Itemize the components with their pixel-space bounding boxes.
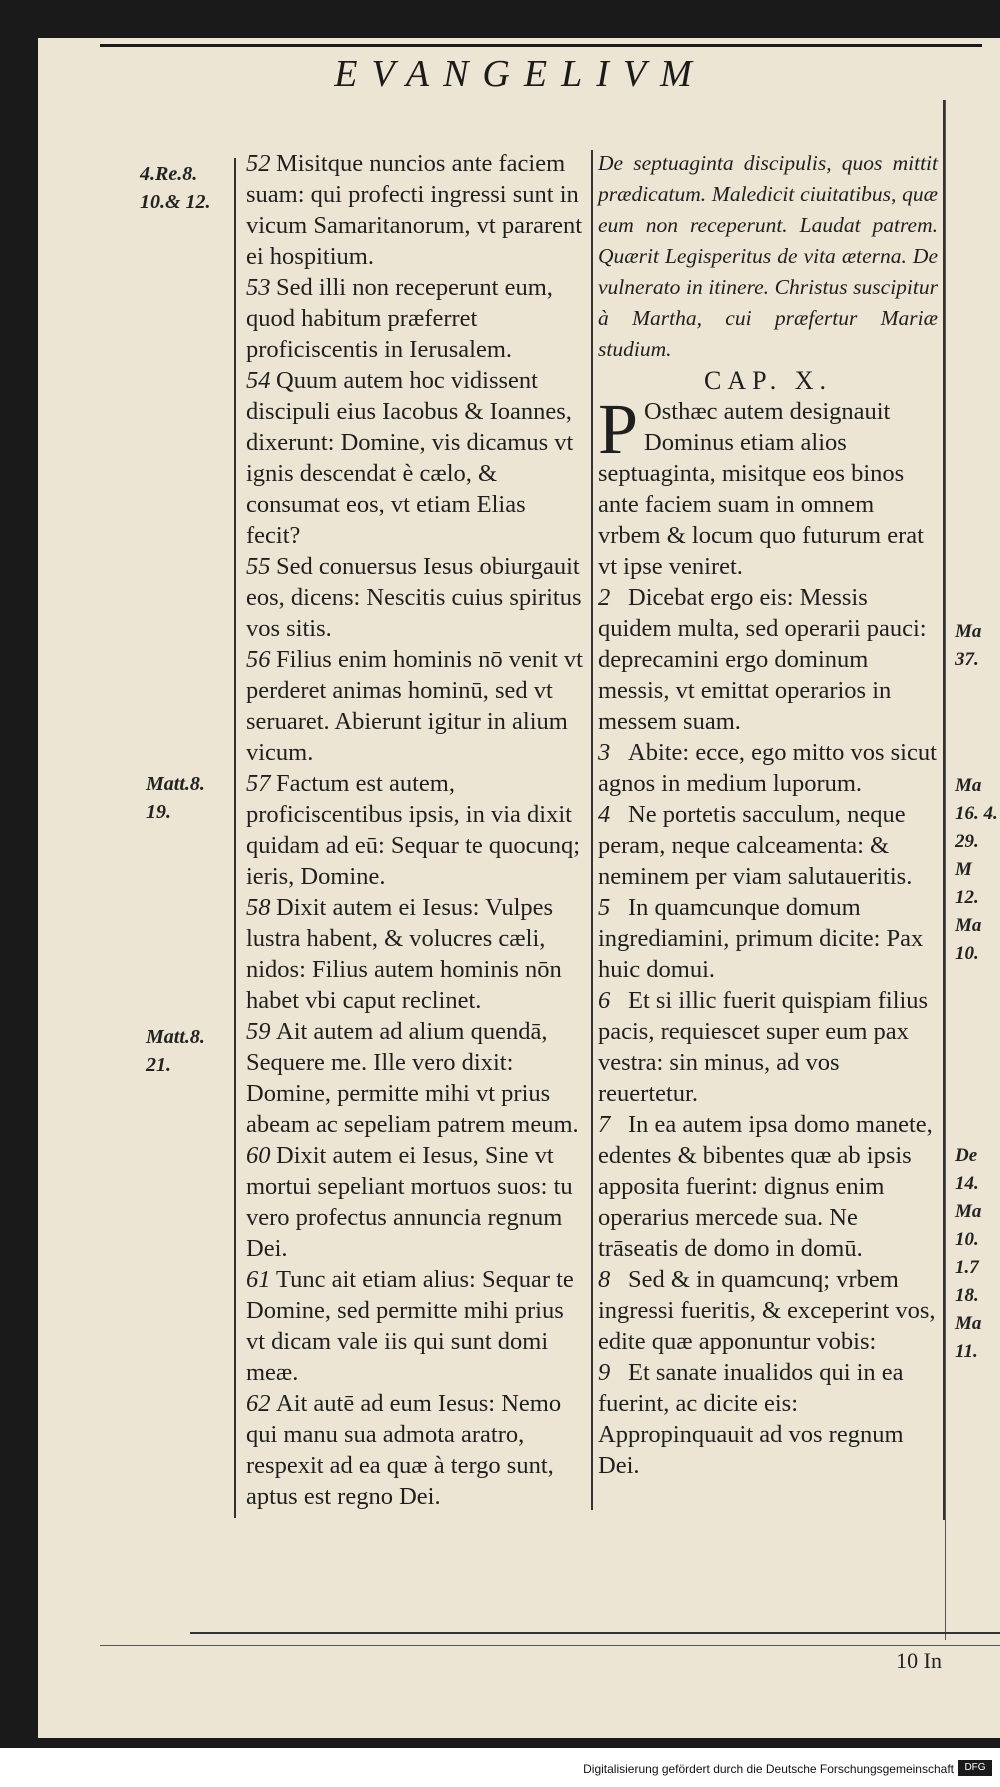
verse-54: 54 Quum autem hoc vidissent discipuli eius Iacobus & Ioannes, dixerunt: Domine, vis dicamus vt ignis descendat è cælo, & consumat eos, vt etiam Elias fecit? — [246, 367, 574, 549]
column-rule-left — [234, 158, 236, 1518]
column-rule-center — [591, 150, 593, 1510]
verse-6: 6 Et si illic fuerit quispiam filius pacis, requiescet super eum pax vestra: sin minus, ad vos reuertetur. — [598, 987, 929, 1107]
margin-note-3: Matt.8. 21. — [146, 1026, 205, 1076]
header-rule — [100, 44, 982, 47]
chapter-heading: CAP. X. — [704, 366, 832, 395]
digitization-credit: Digitalisierung gefördert durch die Deutsche Forschungsgemeinschaft — [583, 1762, 954, 1776]
margin-note-right-2: Ma 16. 4. 29. M 12. Ma 10. — [955, 775, 998, 964]
verse-2: 2 Dicebat ergo eis: Messis quidem multa, sed operarii pauci: deprecamini ergo dominum messis, vt emittat operarios in messem suam. — [598, 584, 927, 735]
verse-55: 55 Sed conuersus Iesus obiurgauit eos, dicens: Nescitis cuius spiritus vos sitis. — [246, 553, 582, 642]
footer-rule-thin — [100, 1645, 1000, 1646]
page-edge-rule — [945, 100, 946, 1640]
footer-rule — [190, 1632, 1000, 1634]
verse-60: 60 Dixit autem ei Iesus, Sine vt mortui sepeliant mortuos suos: tu vero profectus annuncia regnum Dei. — [246, 1142, 573, 1262]
margin-note-2: Matt.8. 19. — [146, 773, 205, 823]
dfg-logo: DFG — [958, 1760, 992, 1776]
verse-58: 58 Dixit autem ei Iesus: Vulpes lustra habent, & volucres cæli, nidos: Filius autem hominis nōn habet vbi caput reclinet. — [246, 894, 562, 1014]
margin-note-1: 4.Re.8. 10.& 12. — [140, 163, 211, 213]
running-title: EVANGELIVM — [334, 53, 706, 95]
margin-note-right-3: De 14. Ma 10. 1.7 18. Ma 11. — [955, 1145, 982, 1362]
verse-62: 62 Ait autē ad eum Iesus: Nemo qui manu sua admota aratro, respexit ad ea quæ à tergo sunt, aptus est regno Dei. — [246, 1390, 562, 1510]
catchword: 10 In — [896, 1648, 942, 1673]
verse-59: 59 Ait autem ad alium quendā, Sequere me. Ille vero dixit: Domine, permitte mihi vt prius abeam ac sepeliam patrem meum. — [246, 1018, 579, 1138]
verse-56: 56 Filius enim hominis nō venit vt perderet animas hominū, sed vt seruaret. Abierunt igitur in alium vicum. — [246, 646, 583, 766]
verse-61: 61 Tunc ait etiam alius: Sequar te Domine, sed permitte mihi prius vt dicam vale iis qui sunt domi meæ. — [246, 1266, 574, 1386]
chapter-summary: De septuaginta discipulis, quos mittit prædicatum. Maledicit ciuitatibus, quæ eum non receperunt. Laudat patrem. Quærit Legisperitus de vita æterna. De vulnerato in itinere. Christus suscipitur à Martha, cui præfertur Mariæ studium. — [598, 151, 938, 361]
verse-8: 8 Sed & in quamcunq; vrbem ingressi fueritis, & exceperint vos, edite quæ apponuntur vobis: — [598, 1266, 936, 1355]
verse-9: 9 Et sanate inualidos qui in ea fuerint, ac dicite eis: Appropinquauit ad vos regnum Dei. — [598, 1359, 904, 1479]
verse-1: P Osthæc autem designauit Dominus etiam alios septuaginta, misitque eos binos ante faciem suam in omnem vrbem & locum quo futurum erat vt ipse veniret. — [598, 389, 924, 580]
drop-cap: P — [598, 389, 639, 469]
right-text-column — [598, 148, 938, 1481]
verse-7: 7 In ea autem ipsa domo manete, edentes & bibentes quæ ab ipsis apposita fuerint: dignus enim operarius mercede sua. Ne trāseatis de domo in domū. — [598, 1111, 933, 1262]
verse-4: 4 Ne portetis sacculum, neque peram, neque calceamenta: & neminem per viam salutaueritis. — [598, 801, 913, 890]
verse-53: 53 Sed illi non receperunt eum, quod habitum præferret proficiscentis in Ierusalem. — [246, 274, 553, 363]
verse-57: 57 Factum est autem, proficiscentibus ipsis, in via dixit quidam ad eū: Sequar te quocunq; ieris, Domine. — [246, 770, 581, 890]
margin-note-right-1: Ma 37. — [955, 621, 982, 670]
verse-3: 3 Abite: ecce, ego mitto vos sicut agnos in medium luporum. — [598, 739, 937, 797]
left-text-column — [246, 148, 586, 1512]
verse-5: 5 In quamcunque domum ingrediamini, primum dicite: Pax huic domui. — [598, 894, 924, 983]
verse-52: 52 Misitque nuncios ante faciem suam: qui profecti ingressi sunt in vicum Samaritanorum, vt pararent ei hospitium. — [246, 150, 583, 270]
